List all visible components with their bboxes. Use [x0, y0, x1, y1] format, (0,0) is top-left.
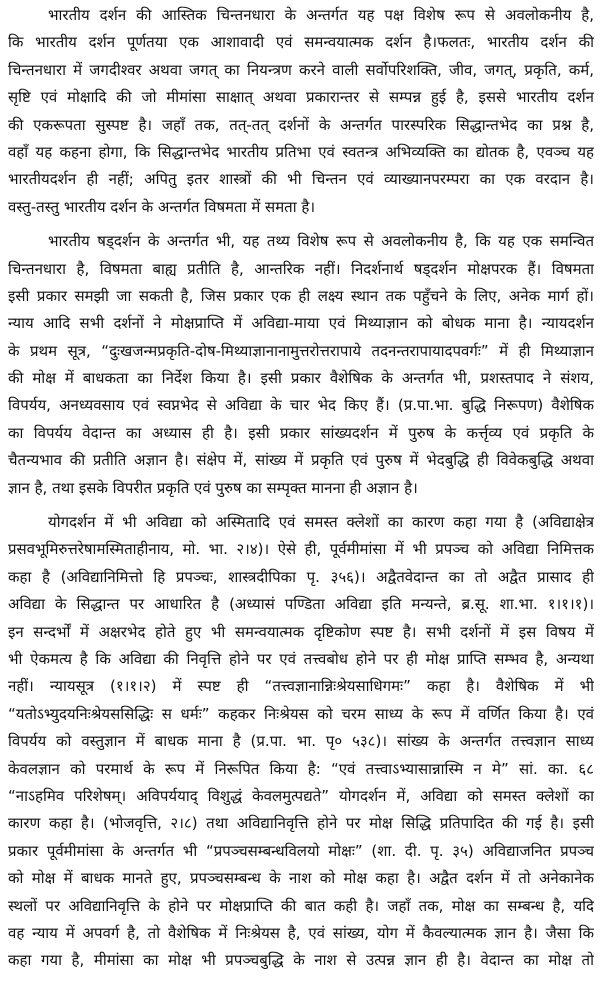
paragraph	[8, 228, 594, 502]
text-line: ज्ञान है, तथा इसके विपरीत प्रकृति एवं पुरुष का सम्पृक्त मानना ही अज्ञान है।	[8, 478, 418, 497]
text-line: प्रकार पूर्वमीमांसा के अन्तर्गत भी “प्रपञ्चसम्बन्धविलयो मोक्षः” (शा. दी. पृ. ३५) अविद्याजनित प्रपञ्च	[8, 841, 594, 860]
text-line: अविद्या के सिद्धान्त पर आधारित है (अध्यासं पण्डिता अविद्या इति मन्यन्ते, ब्र.सू. शा.भा. १।१।१)।	[8, 595, 594, 614]
text-line: न्याय आदि सभी दर्शनों ने मोक्षप्राप्ति में अविद्या-माया एवं मिथ्याज्ञान को बोधक माना है। न्यायदर्शन	[8, 314, 594, 333]
text-line: इन सन्दर्भों में अक्षरभेद होते हुए भी समन्वयात्मक दृष्टिकोण स्पष्ट है। सभी दर्शनों में इस विषय में	[8, 622, 594, 641]
text-line: को मोक्ष में बाधक मानते हुए, प्रपञ्चसम्बन्ध के नाश को मोक्ष कहा है। अद्वैत दर्शन में तो अनेकानेक	[8, 869, 594, 888]
text-line: कहा गया है, मीमांसा का मोक्ष भी प्रपञ्चबुद्धि के नाश से उत्पन्न ज्ञान ही है। वेदान्त का मोक्ष तो	[8, 951, 594, 970]
text-line: प्रसवभूमिरुत्तरेषामस्मिताहीनाय, मो. भा. २।४)। ऐसे ही, पूर्वमीमांसा में भी प्रपञ्च को अविद्या निमित्तक	[8, 540, 594, 559]
text-line: वस्तु-तस्तु भारतीय दर्शन के अन्तर्गत विषमता में समता है।	[8, 197, 316, 216]
text-line: कहा है (अविद्यानिमित्तो हि प्रपञ्चः, शास्त्रदीपिका पृ. ३५६)। अद्वैतवेदान्त का तो अद्वैत प्रासाद ही	[8, 567, 594, 586]
text-line: के प्रथम सूत्र, “दुःखजन्मप्रकृति-दोष-मिथ्याज्ञानानामुत्तरोत्तरापाये तदनन्तरापायादपवर्गः” में ही मिथ्याज्ञान	[8, 341, 594, 360]
paragraph	[8, 2, 594, 221]
text-line: कि भारतीय दर्शन पूर्णतया एक आशावादी एवं समन्वयात्मक दर्शन है।फलतः, भारतीय दर्शन की	[8, 33, 594, 52]
text-line: वह न्याय में अपवर्ग है, तो वैशेषिक में निःश्रेयस है, एवं सांख्य, योग में कैवल्यात्मक ज्ञान है। जैसा कि	[8, 923, 594, 942]
text-line: “नाऽहमिव परिशेषम्। अविपर्ययाद् विशुद्धं केवलमुत्पद्यते” योगदर्शन में, अविद्या को समस्त क्लेशों का	[8, 786, 594, 805]
text-line: स्थलों पर अविद्यानिवृत्ति के होने पर मोक्षप्राप्ति की बात कही है। जहाँ तक, मोक्ष का सम्बन्ध है, यदि	[8, 896, 594, 915]
text-line: केवलज्ञान को परमार्थ के रूप में निरूपित किया है: “एवं तत्त्वाऽभ्यासान्नास्मि न मे” सां. का. ६८	[8, 759, 594, 778]
text-line: विपर्यय को वस्तुज्ञान में बाधक माना है (प्र.पा. भा. पृ० ५३८)। सांख्य के अन्तर्गत तत्त्वज्ञान साध्य	[8, 732, 594, 751]
text-line: सृष्टि एवं मोक्षादि की जो मीमांसा साक्षात् अथवा प्रकारान्तर से सम्पन्न हुई है, इससे भारतीय दर्शन	[8, 88, 594, 107]
text-line: भारतीयदर्शन ही नहीं; अपितु इतर शास्त्रों की भी चिन्तन एवं व्याख्यानपरम्परा का एक वरदान है।	[8, 170, 594, 189]
text-line: चिन्तनधारा है, विषमता बाह्य प्रतीति है, आन्तरिक नहीं। निदर्शनार्थ षड्दर्शन मोक्षपरक हैं। विषमता	[8, 259, 594, 278]
text-line: नहीं। न्यायसूत्र (१।१।२) में स्पष्ट ही “तत्त्वज्ञानान्निःश्रेयसाधिगमः” कहा है। वैशेषिक में भी	[8, 677, 594, 696]
text-line: इसी प्रकार समझी जा सकती है, जिस प्रकार एक ही लक्ष्य स्थान तक पहुँचने के लिए, अनेक मार्ग हों।	[8, 286, 594, 305]
text-line: की एकरूपता सुस्पष्ट है। जहाँ तक, तत्-तत् दर्शनों के अन्तर्गत पारस्परिक सिद्धान्तभेद का प्रश्न है,	[8, 115, 594, 134]
text-line: की मोक्ष में बाधकता का निर्देश किया है। इसी प्रकार वैशेषिक के अन्तर्गत भी, प्रशस्तपाद ने संशय,	[8, 369, 594, 388]
text-line: चिन्तनधारा में जगदीश्वर अथवा जगत् का नियन्त्रण करने वाली सर्वोपरिशक्ति, जीव, जगत्, प्रकृति, कर्म,	[8, 60, 594, 79]
paragraph	[8, 509, 594, 975]
text-line: योगदर्शन में भी अविद्या को अस्मितादि एवं समस्त क्लेशों का कारण कहा गया है (अविद्याक्षेत्र	[48, 513, 594, 532]
text-line: कारण कहा है। (भोजवृत्ति, २।८) तथा अविद्यानिवृत्ति होने पर मोक्ष सिद्धि प्रतिपादित की गई है। इसी	[8, 814, 594, 833]
text-line: “यतोऽभ्युदयनिःश्रेयससिद्धिः स धर्मः” कहकर निःश्रेयस को चरम साध्य के रूप में वर्णित किया है। एवं	[8, 704, 594, 723]
text-line: भी ऐकमत्य है कि अविद्या की निवृत्ति होने पर एवं तत्त्वबोध होने पर ही मोक्ष प्राप्ति सम्भव है, अन्यथा	[8, 649, 594, 668]
text-line: का विपर्यय वेदान्त का अध्यास ही है। इसी प्रकार सांख्यदर्शन में पुरुष के कर्त्तृव्य एवं प्रकृति के	[8, 423, 594, 442]
text-line: विपर्यय, अनध्यवसाय एवं स्वप्नभेद से अविद्या के चार भेद किए हैं। (प्र.पा.भा. बुद्धि निरूपण) वैशेषिक	[8, 396, 594, 415]
text-line: भारतीय षड्दर्शन के अन्तर्गत भी, यह तथ्य विशेष रूप से अवलोकनीय है, कि यह एक समन्वित	[48, 232, 594, 251]
text-line: वहाँ यह कहना होगा, कि सिद्धान्तभेद भारतीय प्रतिभा एवं स्वतन्त्र अभिव्यक्ति का द्योतक है, एवञ्च यह	[8, 142, 594, 161]
document-page	[8, 2, 594, 982]
text-line: चैतन्यभाव की प्रतीति अज्ञान है। संक्षेप में, सांख्य में प्रकृति एवं पुरुष में भेदबुद्धि ही विवेकबुद्धि अथवा	[8, 451, 594, 470]
text-line: भारतीय दर्शन की आस्तिक चिन्तनधारा के अन्तर्गत यह पक्ष विशेष रूप से अवलोकनीय है,	[48, 6, 594, 24]
